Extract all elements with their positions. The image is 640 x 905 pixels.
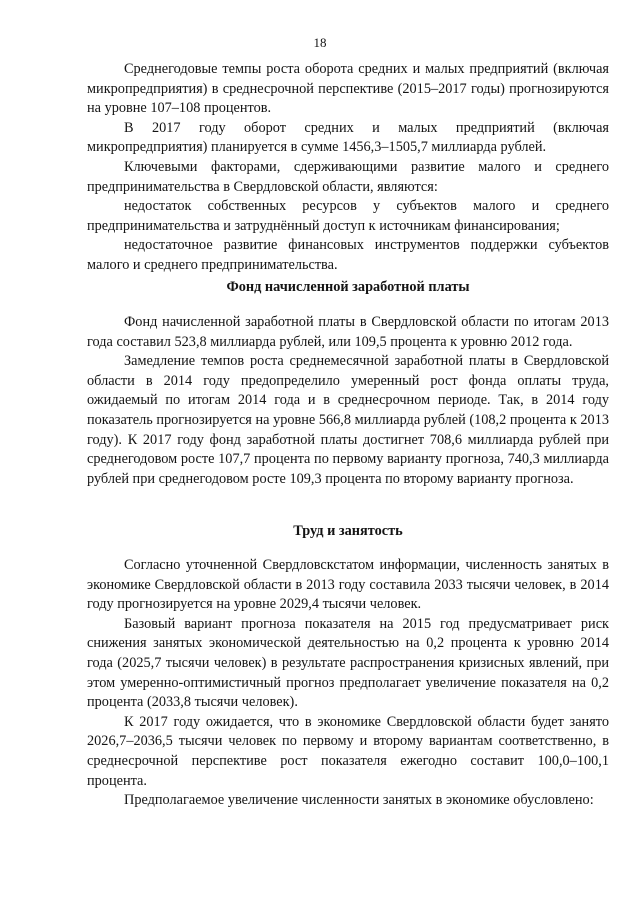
paragraph: Замедление темпов роста среднемесячной заработной платы в Свердловской области в 2014 году предопределило умеренный рост фонда оплаты труда, ожидаемый по итогам 2014 года и в среднесрочном периоде. Так, в 2014 году показатель прогнозируется на уровне 566,8 миллиарда рублей (108,2 процента к 2013 году). К 2017 году фонд заработной платы достигнет 708,6 миллиарда рублей при среднегодовом росте 107,7 процента по первому варианту прогноза, 740,3 миллиарда рублей при среднегодовом росте 109,3 процента по второму варианту прогноза. (87, 353, 609, 487)
paragraph: недостаточное развитие финансовых инструментов поддержки субъектов малого и среднего предпринимательства. (87, 237, 609, 273)
intro-section (87, 60, 609, 276)
section-heading-labor: Труд и занятость (293, 523, 403, 539)
labor-section (87, 556, 609, 811)
section-heading-wage-fund: Фонд начисленной заработной платы (226, 279, 470, 295)
paragraph: Фонд начисленной заработной платы в Свердловской области по итогам 2013 года составил 523,8 миллиарда рублей, или 109,5 процента к уровню 2012 года. (87, 314, 609, 350)
paragraph: недостаток собственных ресурсов у субъектов малого и среднего предпринимательства и затруднённый доступ к источникам финансирования; (87, 198, 609, 234)
paragraph: В 2017 году оборот средних и малых предприятий (включая микропредприятия) планируется в сумме 1456,3–1505,7 миллиарда рублей. (87, 119, 609, 156)
labor-heading-container (87, 521, 609, 541)
wage-fund-section (87, 313, 609, 489)
paragraph: Базовый вариант прогноза показателя на 2015 год предусматривает риск снижения занятых экономической деятельностью на 0,2 процента к уровню 2014 года (2025,7 тысячи человек) в результате распространения кризисных явлений, при этом умеренно-оптимистичный прогноз предполагает увеличение показателя на 0,2 процента (2033,8 тысячи человек). (87, 615, 609, 711)
paragraph: Среднегодовые темпы роста оборота средних и малых предприятий (включая микропредприятия) в среднесрочной перспективе (2015–2017 годы) прогнозируются на уровне 107–108 процентов. (87, 61, 609, 117)
paragraph: Согласно уточненной Свердловскстатом информации, численность занятых в экономике Свердловской области в 2013 году составила 2033 тысячи человек, в 2014 году прогнозируется на уровне 2029,4 тысячи человек. (87, 557, 609, 613)
paragraph: Предполагаемое увеличение численности занятых в экономике обусловлено: (124, 792, 594, 809)
page-number: 18 (313, 35, 327, 50)
wage-fund-heading-container (87, 277, 609, 297)
paragraph: К 2017 году ожидается, что в экономике Свердловской области будет занято 2026,7–2036,5 тысячи человек по первому и второму вариантам соответственно, в среднесрочной перспективе рост показателя ежегодно составит 100,0–100,1 процента. (87, 713, 609, 789)
paragraph: Ключевыми факторами, сдерживающими развитие малого и среднего предпринимательства в Свердловской области, являются: (87, 158, 609, 195)
